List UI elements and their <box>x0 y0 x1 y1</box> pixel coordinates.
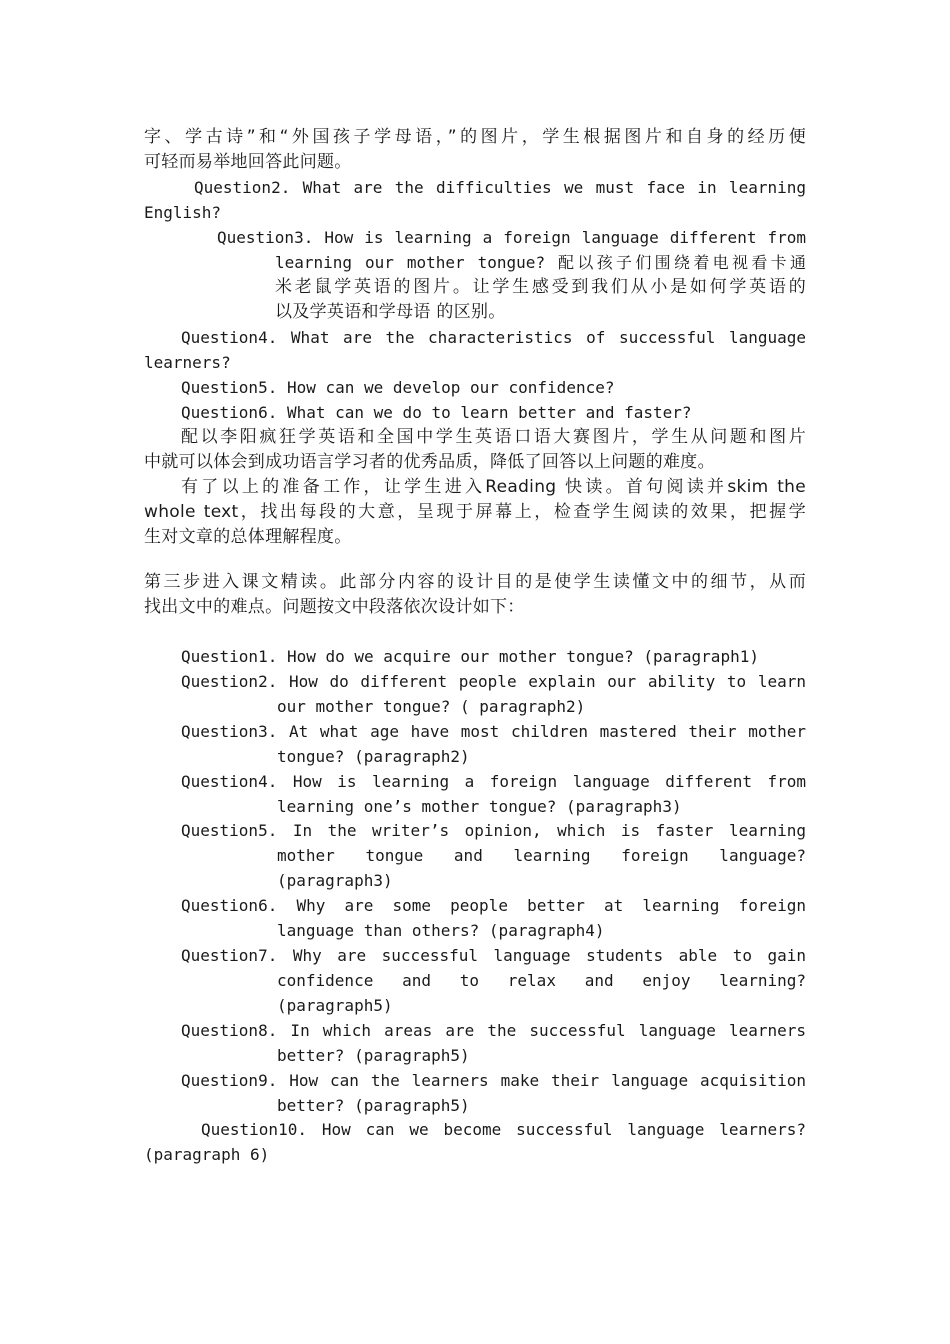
text-line: 生对文章的总体理解程度。 <box>144 527 352 547</box>
question-line: better? (paragraph5) <box>277 1096 470 1115</box>
text-line: 以及学英语和学母语 的区别。 <box>275 302 506 322</box>
question-line: Question7. Why are successful language students able to gain <box>181 946 806 965</box>
question-line: tongue? (paragraph2) <box>277 747 470 766</box>
question-line: Question3. How is learning a foreign language different from <box>217 228 806 247</box>
question-line: learning one’s mother tongue? (paragraph3) <box>277 797 682 816</box>
question-line: Question4. How is learning a foreign language different from <box>181 772 806 791</box>
question-line: language than others? (paragraph4) <box>277 921 605 940</box>
question-line: mother tongue and learning foreign language? <box>277 846 806 865</box>
question-line: Question4. What are the characteristics of successful language <box>181 328 806 347</box>
question-line: Question9. How can the learners make their language acquisition <box>181 1071 806 1090</box>
question-line: Question8. In which areas are the successful language learners <box>181 1021 806 1040</box>
text-line: 有了以上的准备工作，让学生进入Reading 快读。首句阅读并skim the <box>181 477 806 497</box>
question-line: Question5. In the writer’s opinion, which is faster learning <box>181 821 806 840</box>
question-line: Question5. How can we develop our confidence? <box>181 378 615 397</box>
question-line: Question6. Why are some people better at learning foreign <box>181 896 806 915</box>
question-line: confidence and to relax and enjoy learning? <box>277 971 806 990</box>
text-line: 中就可以体会到成功语言学习者的优秀品质，降低了回答以上问题的难度。 <box>144 452 715 472</box>
text-line: 可轻而易举地回答此问题。 <box>144 152 352 172</box>
question-line: (paragraph3) <box>277 871 393 890</box>
question-line: learning our mother tongue? 配以孩子们围绕着电视看卡通 <box>275 253 806 272</box>
question-line: learners? <box>144 353 231 372</box>
text-line: 字、学古诗”和“外国孩子学母语，”的图片，学生根据图片和自身的经历便 <box>144 127 806 147</box>
text-line: whole text，找出每段的大意，呈现于屏幕上，检查学生阅读的效果，把握学 <box>144 502 806 522</box>
question-line: our mother tongue? ( paragraph2) <box>277 697 586 716</box>
text-line: 第三步进入课文精读。此部分内容的设计目的是使学生读懂文中的细节，从而 <box>144 572 806 592</box>
question-line: Question2. What are the difficulties we must face in learning <box>194 178 806 197</box>
question-line: Question3. At what age have most children mastered their mother <box>181 722 806 741</box>
question-line: English? <box>144 203 222 222</box>
text-line: 米老鼠学英语的图片。让学生感受到我们从小是如何学英语的 <box>275 277 806 297</box>
question-line: better? (paragraph5) <box>277 1046 470 1065</box>
question-line: (paragraph 6) <box>144 1145 270 1164</box>
question-line: Question6. What can we do to learn better and faster? <box>181 403 692 422</box>
question-line: Question1. How do we acquire our mother tongue? (paragraph1) <box>181 647 759 666</box>
question-line: Question10. How can we become successful language learners? <box>201 1120 806 1139</box>
text-line: 找出文中的难点。问题按文中段落依次设计如下： <box>144 597 525 617</box>
question-line: Question2. How do different people explain our ability to learn <box>181 672 806 691</box>
text-line: 配以李阳疯狂学英语和全国中学生英语口语大赛图片，学生从问题和图片 <box>181 427 806 447</box>
question-line: (paragraph5) <box>277 996 393 1015</box>
